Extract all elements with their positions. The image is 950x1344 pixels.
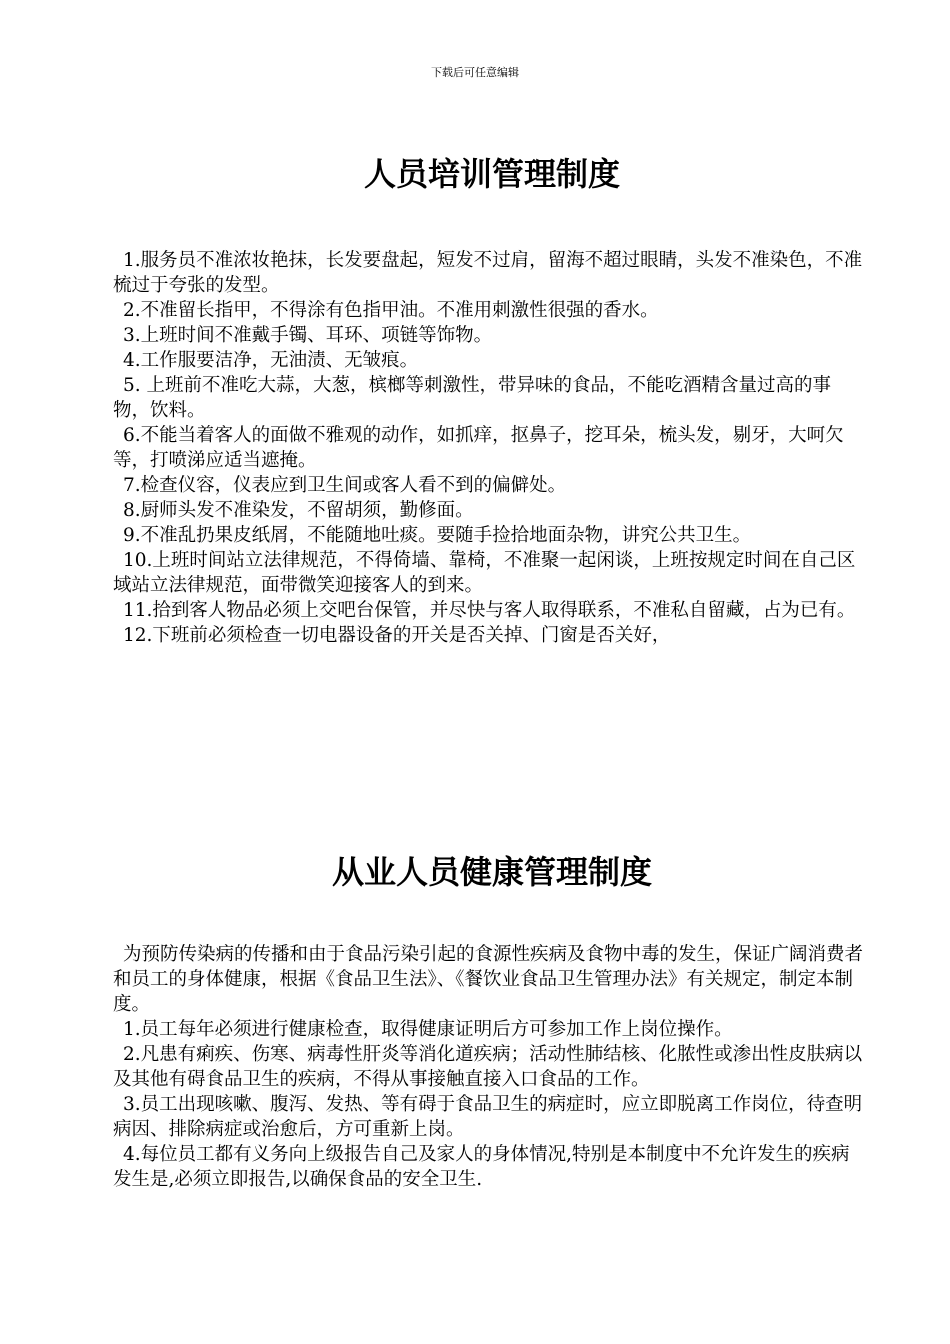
policy-item: 6.不能当着客人的面做不雅观的动作，如抓痒，抠鼻子，挖耳朵，梳头发，剔牙，大呵欠等，打喷涕应适当遮掩。	[113, 425, 844, 471]
policy-list	[113, 248, 863, 648]
section-training-policy	[113, 152, 863, 648]
policy-item: 4.工作服要洁净，无油渍、无皱痕。	[123, 350, 419, 371]
policy-item: 12.下班前必须检查一切电器设备的开关是否关掉、门窗是否关好，	[123, 625, 671, 646]
policy-intro: 为预防传染病的传播和由于食品污染引起的食源性疾病及食物中毒的发生，保证广阔消费者和员工的身体健康，根据《食品卫生法》、《餐饮业食品卫生管理办法》有关规定，制定本制度。	[113, 944, 864, 1015]
policy-item: 9.不准乱扔果皮纸屑，不能随地吐痰。要随手捡拾地面杂物，讲究公共卫生。	[123, 525, 752, 546]
policy-list	[113, 942, 863, 1192]
section-title: 从业人员健康管理制度	[331, 853, 652, 891]
policy-item: 8.厨师头发不准染发，不留胡须，勤修面。	[123, 500, 474, 521]
policy-item: 2.不准留长指甲，不得涂有色指甲油。不准用刺激性很强的香水。	[123, 300, 659, 321]
policy-item: 5. 上班前不准吃大蒜，大葱，槟榔等刺激性，带异味的食品，不能吃酒精含量过高的事物，饮料。	[113, 375, 832, 421]
section-title: 人员培训管理制度	[363, 155, 620, 193]
policy-item: 11.拾到客人物品必须上交吧台保管，并尽快与客人取得联系，不准私自留藏，占为已有。	[123, 600, 856, 621]
policy-item: 4.每位员工都有义务向上级报告自己及家人的身体情况,特别是本制度中不允许发生的疾病发生是,必须立即报告,以确保食品的安全卫生.	[113, 1144, 850, 1190]
policy-item: 3.上班时间不准戴手镯、耳环、项链等饰物。	[123, 325, 493, 346]
policy-item: 3.员工出现咳嗽、腹泻、发热、等有碍于食品卫生的病症时，应立即脱离工作岗位，待查明病因、排除病症或治愈后，方可重新上岗。	[113, 1094, 863, 1140]
policy-item: 1.服务员不准浓妆艳抹，长发要盘起，短发不过肩，留海不超过眼睛，头发不准染色，不准梳过于夸张的发型。	[113, 250, 863, 296]
policy-item: 10.上班时间站立法律规范，不得倚墙、靠椅，不准聚一起闲谈，上班按规定时间在自己区域站立法律规范，面带微笑迎接客人的到来。	[113, 550, 856, 596]
header-note: 下载后可任意编辑	[431, 66, 519, 79]
policy-item: 7.检查仪容，仪表应到卫生间或客人看不到的偏僻处。	[123, 475, 567, 496]
policy-item: 2.凡患有痢疾、伤寒、病毒性肝炎等消化道疾病；活动性肺结核、化脓性或渗出性皮肤病以及其他有碍食品卫生的疾病，不得从事接触直接入口食品的工作。	[113, 1044, 863, 1090]
policy-item: 1.员工每年必须进行健康检查，取得健康证明后方可参加工作上岗位操作。	[123, 1019, 733, 1040]
section-health-policy	[113, 850, 863, 1192]
